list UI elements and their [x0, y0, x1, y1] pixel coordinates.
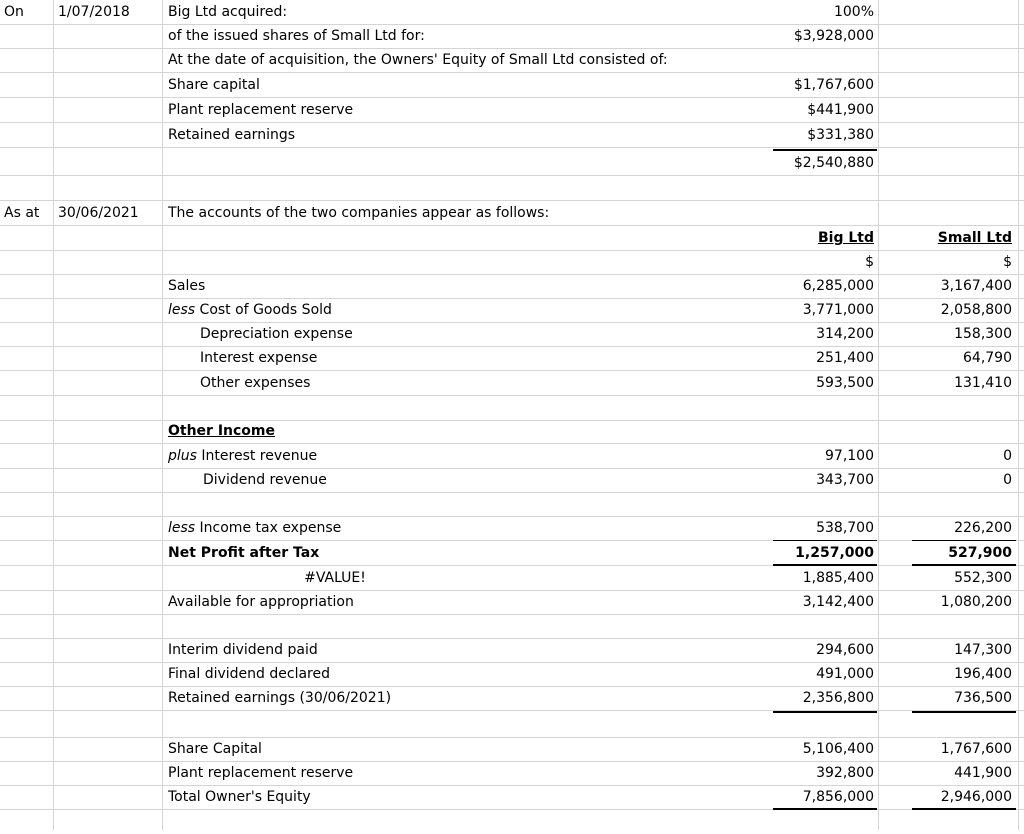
row-column-headers[interactable]	[0, 226, 1024, 251]
share-capital-label: Share Capital	[168, 741, 262, 757]
interest-revenue-text: Interest revenue	[201, 448, 318, 464]
row-empty[interactable]	[0, 492, 1024, 517]
net-profit-small: 527,900	[948, 545, 1012, 561]
row-cogs[interactable]	[0, 298, 1024, 323]
plant-reserve-big: 392,800	[816, 765, 874, 781]
interest-expense-label: Interest expense	[200, 350, 318, 366]
cogs-small: 2,058,800	[940, 302, 1012, 318]
cogs-prefix: less	[168, 302, 196, 318]
closing-re-label: Retained earnings (30/06/2021)	[168, 690, 392, 706]
item-value: $1,767,600	[793, 77, 874, 93]
row-available[interactable]	[0, 590, 1024, 615]
row-plant-reserve-end[interactable]	[0, 761, 1024, 786]
cogs-big: 3,771,000	[802, 302, 874, 318]
row-acquisition-date[interactable]	[0, 0, 1024, 25]
other-expenses-big: 593,500	[816, 375, 874, 391]
acquired-line: Big Ltd acquired:	[168, 4, 288, 20]
final-dividend-big: 491,000	[816, 666, 874, 682]
row-net-profit[interactable]	[0, 541, 1024, 566]
row-sales[interactable]	[0, 274, 1024, 299]
net-profit-label: Net Profit after Tax	[168, 545, 320, 561]
final-dividend-small: 196,400	[954, 666, 1012, 682]
depreciation-label: Depreciation expense	[200, 326, 353, 342]
currency-small: $	[1003, 254, 1012, 270]
item-value: $331,380	[807, 127, 874, 143]
interest-expense-big: 251,400	[816, 350, 874, 366]
row-accounts-intro[interactable]	[0, 201, 1024, 226]
share-capital-small: 1,767,600	[940, 741, 1012, 757]
row-interest-revenue[interactable]	[0, 444, 1024, 469]
total-equity-label: Total Owner's Equity	[168, 789, 311, 805]
interest-revenue-prefix: plus	[168, 448, 197, 464]
item-label: Share capital	[168, 77, 260, 93]
accounts-intro: The accounts of the two companies appear as follows:	[168, 205, 550, 221]
row-share-capital[interactable]	[0, 73, 1024, 98]
currency-big: $	[865, 254, 874, 270]
opening-re-small: 552,300	[954, 570, 1012, 586]
closing-re-big: 2,356,800	[802, 690, 874, 706]
shares-line: of the issued shares of Small Ltd for:	[168, 28, 425, 44]
column-header-big-ltd: Big Ltd	[818, 230, 874, 246]
share-capital-big: 5,106,400	[802, 741, 874, 757]
total-equity-small: 2,946,000	[940, 789, 1012, 805]
final-dividend-label: Final dividend declared	[168, 666, 330, 682]
interest-revenue-small: 0	[1003, 448, 1012, 464]
income-tax-prefix: less	[168, 520, 196, 536]
item-value: $441,900	[807, 102, 874, 118]
column-header-small-ltd: Small Ltd	[937, 230, 1012, 246]
row-empty[interactable]	[0, 396, 1024, 421]
opening-re-big: 1,885,400	[802, 570, 874, 586]
row-plant-reserve[interactable]	[0, 98, 1024, 123]
row-interim-dividend[interactable]	[0, 638, 1024, 663]
row-empty[interactable]	[0, 713, 1024, 738]
interim-dividend-small: 147,300	[954, 642, 1012, 658]
interest-revenue-big: 97,100	[825, 448, 874, 464]
depreciation-small: 158,300	[954, 326, 1012, 342]
item-label: Retained earnings	[168, 127, 296, 143]
ownership-percent: 100%	[833, 4, 874, 20]
available-small: 1,080,200	[940, 594, 1012, 610]
closing-re-small: 736,500	[954, 690, 1012, 706]
sales-label: Sales	[168, 278, 206, 294]
sales-small: 3,167,400	[940, 278, 1012, 294]
cogs-label	[168, 298, 332, 322]
other-income-heading: Other Income	[168, 423, 276, 439]
row-empty[interactable]	[0, 176, 1024, 201]
plant-reserve-label: Plant replacement reserve	[168, 765, 354, 781]
total-equity-big: 7,856,000	[802, 789, 874, 805]
row-income-tax[interactable]	[0, 516, 1024, 541]
row-empty[interactable]	[0, 810, 1024, 834]
row-currency[interactable]	[0, 250, 1024, 275]
row-retained-earnings[interactable]	[0, 123, 1024, 148]
income-tax-big: 538,700	[816, 520, 874, 536]
interim-dividend-label: Interim dividend paid	[168, 642, 318, 658]
interest-revenue-label	[168, 444, 317, 468]
on-label: On	[4, 4, 24, 20]
available-label: Available for appropriation	[168, 594, 354, 610]
dividend-revenue-small: 0	[1003, 472, 1012, 488]
available-big: 3,142,400	[802, 594, 874, 610]
dividend-revenue-label: Dividend revenue	[203, 472, 327, 488]
interest-expense-small: 64,790	[963, 350, 1012, 366]
row-other-income-heading[interactable]	[0, 419, 1024, 444]
row-empty[interactable]	[0, 614, 1024, 639]
row-equity-intro[interactable]	[0, 48, 1024, 73]
row-opening-retained[interactable]	[0, 566, 1024, 591]
row-shares[interactable]	[0, 24, 1024, 49]
equity-intro: At the date of acquisition, the Owners' Equity of Small Ltd consisted of:	[168, 52, 668, 68]
acquisition-date: 1/07/2018	[58, 4, 130, 20]
row-closing-retained[interactable]	[0, 686, 1024, 711]
equity-total: $2,540,880	[793, 155, 874, 171]
cogs-text: Cost of Goods Sold	[199, 302, 332, 318]
interim-dividend-big: 294,600	[816, 642, 874, 658]
row-equity-total[interactable]	[0, 151, 1024, 176]
other-expenses-label: Other expenses	[200, 375, 311, 391]
row-final-dividend[interactable]	[0, 662, 1024, 687]
row-share-capital-end[interactable]	[0, 737, 1024, 762]
row-interest-expense[interactable]	[0, 346, 1024, 371]
row-other-expenses[interactable]	[0, 371, 1024, 396]
as-at-label: As at	[4, 205, 40, 221]
income-tax-small: 226,200	[954, 520, 1012, 536]
sales-big: 6,285,000	[802, 278, 874, 294]
income-tax-text: Income tax expense	[199, 520, 342, 536]
depreciation-big: 314,200	[816, 326, 874, 342]
net-profit-big: 1,257,000	[795, 545, 874, 561]
item-label: Plant replacement reserve	[168, 102, 354, 118]
acquisition-cost: $3,928,000	[793, 28, 874, 44]
error-cell: #VALUE!	[304, 570, 366, 586]
dividend-revenue-big: 343,700	[816, 472, 874, 488]
row-total-equity[interactable]	[0, 785, 1024, 810]
other-expenses-small: 131,410	[954, 375, 1012, 391]
row-depreciation[interactable]	[0, 322, 1024, 347]
accounts-date: 30/06/2021	[58, 205, 139, 221]
plant-reserve-small: 441,900	[954, 765, 1012, 781]
row-dividend-revenue[interactable]	[0, 468, 1024, 493]
income-tax-label	[168, 516, 341, 540]
